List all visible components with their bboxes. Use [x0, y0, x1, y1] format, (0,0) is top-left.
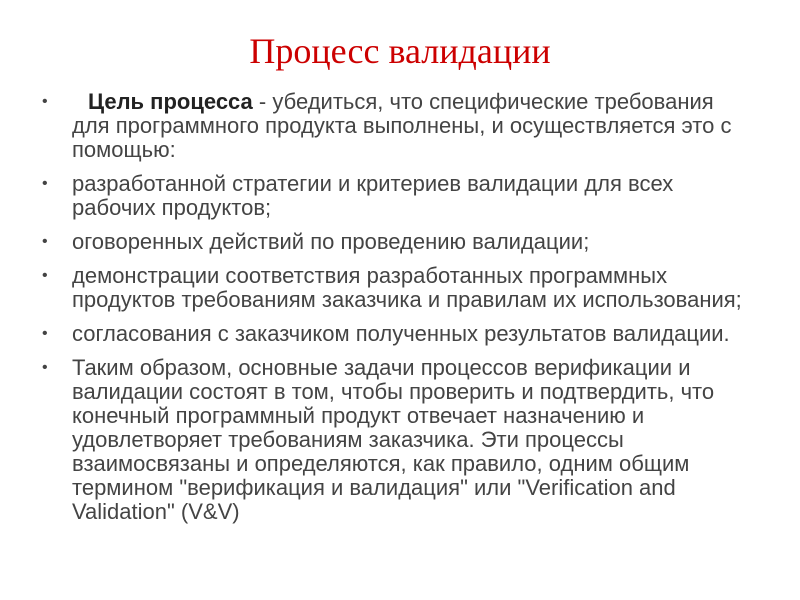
bullet-dot-icon: •	[42, 175, 48, 192]
bullet-text: Таким образом, основные задачи процессов верификации и валидации состоят в том, чтобы проверить и подтвердить, что конечный программный продукт отвечает назначению и удовлетворяет требованиям заказчика. Эти процессы взаимосвязаны и определяются, как правило, одним общим термином "верификация и валидация" или "Verification and Validation" (V&V)	[72, 355, 715, 524]
bullet-text: согласования с заказчиком полученных результатов валидации.	[72, 321, 730, 346]
bullet-dot-icon: •	[42, 267, 48, 284]
bullet-dot-icon: •	[42, 325, 48, 342]
bullet-item-strategy	[42, 172, 757, 220]
bullet-item-goal	[42, 90, 757, 162]
bullet-dot-icon: •	[42, 93, 48, 110]
slide-title: Процесс валидации	[249, 31, 551, 71]
bullet-item-summary	[42, 356, 757, 524]
bullet-text: демонстрации соответствия разработанных программных продуктов требованиям заказчика и правилам их использования;	[72, 263, 742, 312]
bullet-item-actions	[42, 230, 757, 254]
bullet-text: оговоренных действий по проведению валидации;	[72, 229, 590, 254]
bullet-dot-icon: •	[42, 359, 48, 376]
bullet-item-agreement	[42, 322, 757, 346]
bullet-item-demonstration	[42, 264, 757, 312]
bullet-dot-icon: •	[42, 233, 48, 250]
goal-text: - убедиться, что специфические требования для программного продукта выполнены, и осуществляется это с помощью:	[72, 89, 732, 162]
goal-label: Цель процесса	[88, 89, 253, 114]
bullet-list	[42, 90, 757, 534]
bullet-text: разработанной стратегии и критериев валидации для всех рабочих продуктов;	[72, 171, 674, 220]
